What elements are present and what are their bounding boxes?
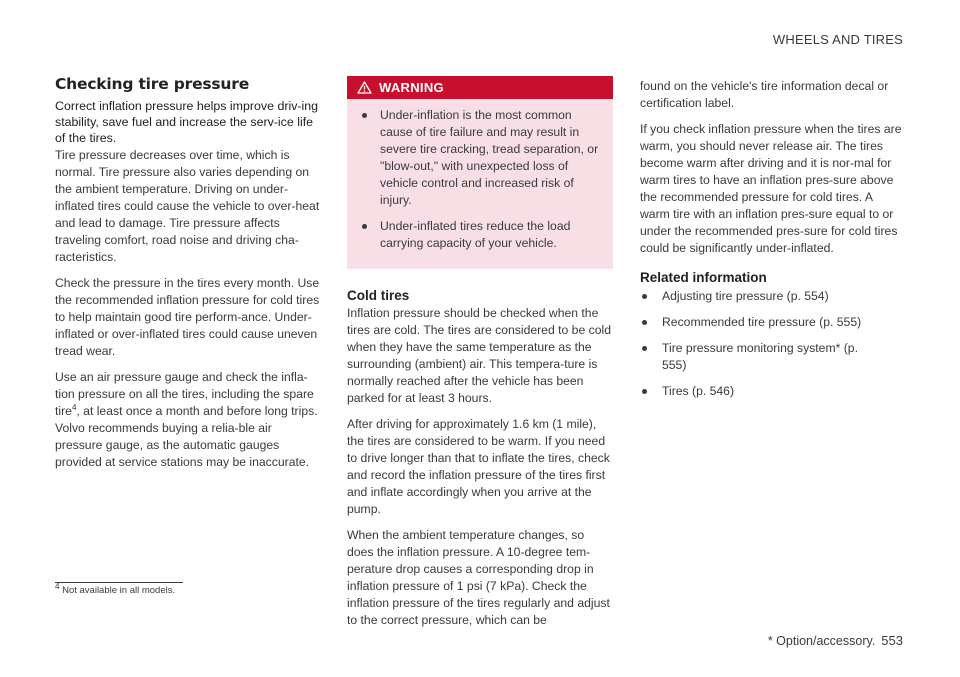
warning-header [347, 76, 613, 99]
related-link[interactable]: Tires (p. 546) [662, 383, 905, 400]
paragraph-with-footnote [55, 369, 320, 471]
text-span: Use an air pressure gauge and check the infla-tion pressure on all the tires, including the spare tire [55, 370, 314, 418]
footnote-number: 4 [55, 581, 60, 591]
related-information-heading: Related information [640, 270, 767, 285]
running-header: WHEELS AND TIRES [772, 32, 903, 47]
paragraph: Check the pressure in the tires every month. Use the recommended inflation pressure for cold tires to help maintain good tire perform-ance. Under-inflated or over-inflated tires could cause uneven tread wear. [55, 276, 320, 358]
related-link[interactable]: Adjusting tire pressure (p. 554) [662, 288, 905, 305]
warning-triangle-icon [357, 81, 372, 94]
column-3 [640, 78, 905, 409]
paragraph: Inflation pressure should be checked when the tires are cold. The tires are considered to be cold when they have the same temperature as the surrounding (ambient) air. This tempera-ture is normally reached after the vehicle has been parked for at least 3 hours. [347, 306, 611, 405]
list-item: Under-inflated tires reduce the load carrying capacity of your vehicle. [380, 218, 601, 252]
column-2 [347, 76, 613, 638]
footnote-reference[interactable]: 4 [71, 402, 77, 412]
paragraph: When the ambient temperature changes, so does the inflation pressure. A 10-degree tem-perature drop causes a corresponding drop in inflation pressure of 1 psi (7 kPa). Check the inflation pressure of the tires regularly and adjust to the correct pressure, which can be [347, 528, 610, 627]
warning-list [347, 99, 613, 252]
paragraph: Tire pressure decreases over time, which is normal. Tire pressure also varies depending on the ambient temperature. Driving on under-inflated tires could cause the vehicle to over-heat and lead to damage. Tire pressure affects traveling comfort, road noise and driving cha-racteristics. [55, 148, 320, 264]
lead-paragraph: Correct inflation pressure helps improve driv-ing stability, save fuel and increase the serv-ice life of the tires. [55, 99, 319, 145]
page-title: Checking tire pressure [55, 75, 250, 93]
warning-label: WARNING [379, 80, 444, 95]
column-1 [55, 76, 320, 480]
paragraph: After driving for approximately 1.6 km (1 mile), the tires are considered to be warm. If you need to drive longer than that to inflate the tires, check and record the inflation pressure of the tires first and inflate accordingly when you arrive at the pump. [347, 417, 610, 516]
warning-box [347, 76, 613, 269]
option-accessory-note: * Option/accessory. [767, 634, 876, 648]
footnote [55, 581, 176, 596]
footnote-divider [55, 582, 183, 583]
page-footer [768, 633, 903, 648]
page-number: 553 [881, 633, 903, 648]
related-links-list [640, 288, 905, 400]
footnote-text: Not available in all models. [62, 585, 176, 596]
section-heading-cold-tires: Cold tires [347, 288, 410, 303]
related-link[interactable]: Recommended tire pressure (p. 555) [662, 314, 905, 331]
related-link[interactable]: Tire pressure monitoring system* (p. 555) [662, 340, 862, 374]
text-span: , at least once a month and before long trips. Volvo recommends buying a relia-ble air pressure gauge, as the automatic gauges provided at service stations may be inaccurate. [55, 404, 318, 469]
list-item: Under-inflation is the most common cause of tire failure and may result in severe tire cracking, tread separation, or "blow-out," with unexpected loss of vehicle control and increased risk of injury. [380, 107, 601, 209]
paragraph: found on the vehicle's tire information decal or certification label. [640, 79, 889, 110]
paragraph: If you check inflation pressure when the tires are warm, you should never release air. The tires become warm after driving and it is nor-mal for warm tires to have an inflation pres-sure above the recommended pressure for cold tires. A warm tire with an inflation pres-sure equal to or under the recommended pres-sure for cold tires could be significantly under-inflated. [640, 122, 902, 255]
